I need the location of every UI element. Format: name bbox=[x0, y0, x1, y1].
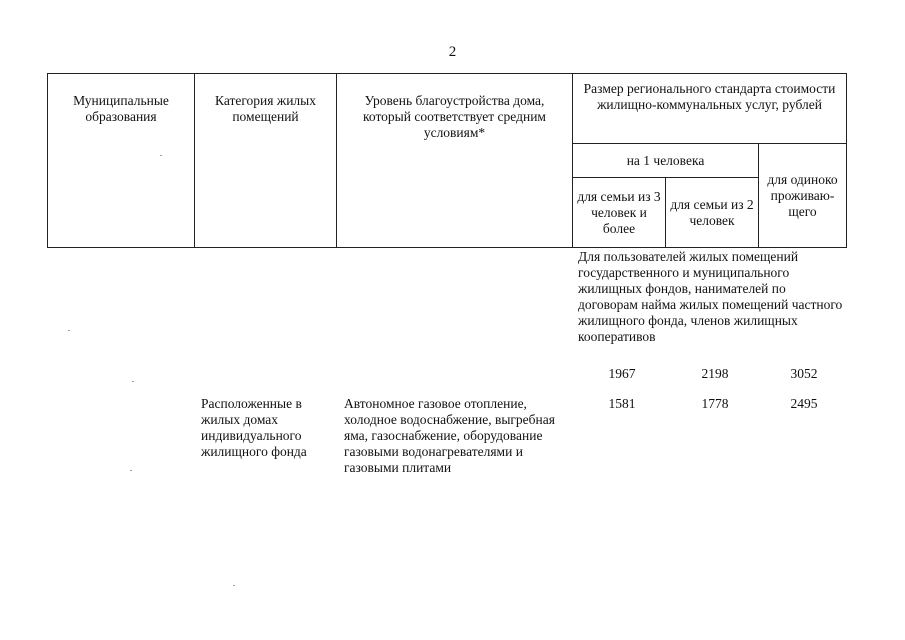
header-level: Уровень благоустройства дома, который соответствует средним условиям* bbox=[337, 74, 573, 248]
row-2-single: 2495 bbox=[790, 396, 818, 411]
row-2-family-3: 1581 bbox=[608, 396, 636, 411]
row-2-family-2: 1778 bbox=[701, 396, 729, 411]
header-single: для одиноко проживаю-щего bbox=[759, 144, 847, 248]
header-family-2: для семьи из 2 человек bbox=[666, 178, 759, 248]
header-standard-size: Размер регионального стандарта стоимости жилищно-коммунальных услуг, рублей bbox=[573, 74, 847, 144]
scan-speck bbox=[132, 381, 134, 382]
header-category: Категория жилых помещений bbox=[195, 74, 337, 248]
header-per-person: на 1 человека bbox=[573, 144, 759, 178]
section-caption: Для пользователей жилых помещений государственного и муниципального жилищных фондов, нанимателей по договорам найма жилых помещений частного жилищного фонда, членов жилищных кооперативов bbox=[578, 249, 843, 344]
header-municipal: Муниципальные образования bbox=[48, 74, 195, 248]
row-1-single: 3052 bbox=[790, 366, 818, 381]
scan-speck bbox=[68, 330, 70, 331]
header-family-3: для семьи из 3 человек и более bbox=[573, 178, 666, 248]
row-2-category: Расположенные в жилых домах индивидуального жилищного фонда bbox=[201, 396, 307, 459]
row-1-family-3: 1967 bbox=[608, 366, 636, 381]
row-1-family-2: 2198 bbox=[701, 366, 729, 381]
tariff-table-header bbox=[47, 73, 847, 248]
scan-speck bbox=[160, 155, 162, 156]
page-number: 2 bbox=[448, 44, 457, 60]
scan-speck bbox=[233, 585, 235, 586]
scan-speck bbox=[130, 470, 132, 471]
row-2-level: Автономное газовое отопление, холодное водоснабжение, выгребная яма, газоснабжение, оборудование газовыми водонагревателями и газовыми плитами bbox=[344, 396, 555, 475]
